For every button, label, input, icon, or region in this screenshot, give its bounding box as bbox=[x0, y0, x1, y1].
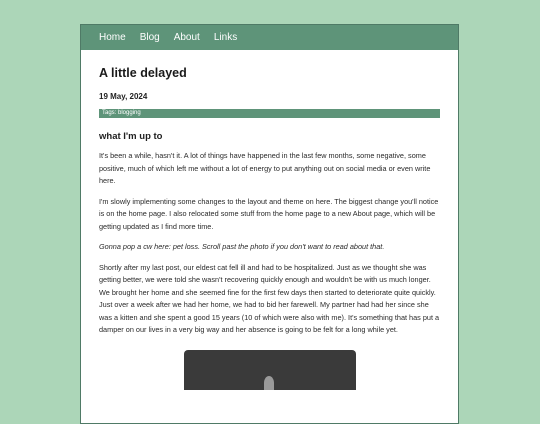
post-tags-bar[interactable]: Tags: blogging bbox=[99, 109, 440, 118]
post-date: 19 May, 2024 bbox=[99, 92, 148, 101]
nav-about-link[interactable]: About bbox=[173, 32, 200, 43]
paragraph-1: It's been a while, hasn't it. A lot of things have happened in the last few months, some negative, some positive, much of which left me without a lot of energy to put anything out on social media or even write here. bbox=[99, 151, 431, 185]
page-card bbox=[80, 24, 459, 424]
nav-blog-link[interactable]: Blog bbox=[139, 32, 160, 43]
cat-photo bbox=[184, 350, 356, 390]
photo-detail bbox=[264, 376, 274, 390]
paragraph-4: Shortly after my last post, our eldest cat fell ill and had to be hospitalized. Just as we thought she was getting better, we were told she wasn't recovering quickly enough and wouldn't be with us much longer. We brought her home and she seemed fine for the first few days then started to deteriorate quite quickly. Just over a week after we had her home, we had to bid her farewell. My partner had had her since she was a kitten and she spent a good 15 years (10 of which were also with me). It's something that has put a damper on our lives in a very big way and her absence is going to be felt for a long while yet. bbox=[99, 262, 440, 334]
post-title: A little delayed bbox=[99, 66, 187, 80]
paragraph-2: I'm slowly implementing some changes to the layout and theme on here. The biggest change you'll notice is on the home page. I also relocated some stuff from the home page to a new About page, which will be getting updated as I find more time. bbox=[99, 196, 439, 231]
section-heading: what I'm up to bbox=[99, 131, 163, 142]
top-nav bbox=[81, 25, 458, 50]
content-warning: Gonna pop a cw here: pet loss. Scroll past the photo if you don't want to read about that. bbox=[99, 242, 385, 251]
nav-home-link[interactable]: Home bbox=[99, 32, 126, 43]
nav-links-link[interactable]: Links bbox=[213, 32, 238, 43]
post-content bbox=[81, 66, 458, 390]
